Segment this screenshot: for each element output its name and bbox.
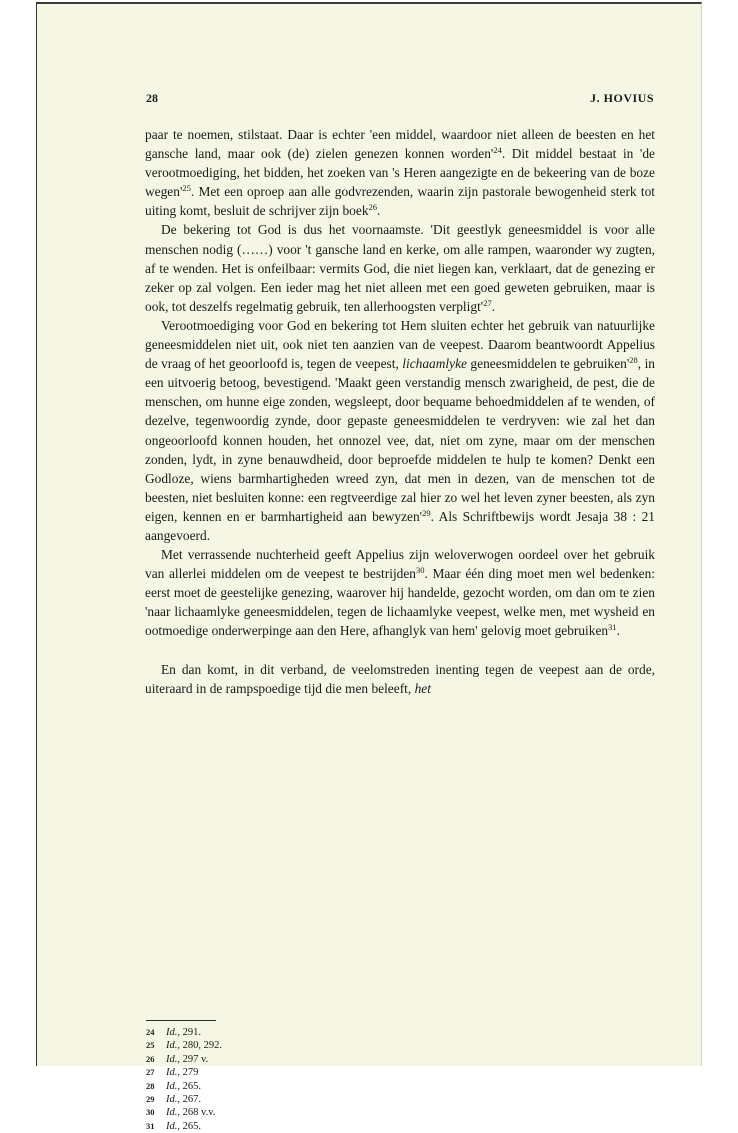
- footnote-number: 28: [146, 1080, 155, 1091]
- footnote-number: 26: [146, 1053, 155, 1064]
- text-run: De bekering tot God is dus het voornaamste. 'Dit geestlyk geneesmiddel is voor alle menschen nodig (……) voor 't gansche land en kerke, om alle rampen, waaronder wy zugten, af te wenden. Het is onfeilbaar: vermits God, die niet liegen kan, verklaart, dat de genezing er zeker op zal volgen. Een ieder mag het niet alleen met een goed geweten gebruiken, maar is ook, tot deszelfs regelmatig gebruik, ten allerhoogsten verpligt': [145, 222, 655, 314]
- footnote-ref-id: Id.,: [166, 1107, 180, 1119]
- text-run: Met verrassende nuchterheid geeft Appelius zijn weloverwogen oordeel over het gebruik van allerlei middelen om de veepest te bestrijden: [145, 547, 655, 582]
- footnote-number: 30: [146, 1107, 155, 1118]
- text-run: paar te noemen, stilstaat. Daar is echter 'een middel, waardoor niet alleen de beesten en het gansche land, maar ook (de) zielen genezen konnen worden': [145, 127, 655, 162]
- footnote-number: 27: [146, 1067, 155, 1078]
- footnote-ref: 31: [608, 622, 617, 633]
- footnote-number: 25: [146, 1040, 155, 1051]
- text-run: geneesmiddelen te gebruiken': [466, 356, 630, 372]
- footnote-ref: 24: [493, 145, 502, 156]
- footnote-ref-id: Id.,: [166, 1040, 180, 1052]
- footnote: [146, 1053, 446, 1066]
- footnote-ref: 26: [368, 202, 378, 213]
- footnotes: [146, 1026, 446, 1133]
- footnote-divider: [146, 1020, 216, 1021]
- footnote-ref: 29: [422, 507, 431, 518]
- footnote: [146, 1066, 446, 1079]
- footnote: [146, 1120, 446, 1133]
- text-run: . Dit middel bestaat in 'de verootmoediging, het bidden, het zoeken van 's Heren aangezigte en de bekeering van de boze wegen': [145, 146, 655, 200]
- paragraph-5: [145, 660, 655, 698]
- footnote: [146, 1026, 446, 1039]
- paragraph-2: [145, 220, 655, 315]
- body-text: [145, 125, 655, 698]
- footnote-text: 265.: [182, 1080, 201, 1092]
- text-run: . Met een oproep aan alle godvrezenden, waarin zijn pastorale bewogenheid sterk tot uiting komt, besluit de schrijver zijn boek: [145, 184, 655, 219]
- footnote-ref-id: Id.,: [166, 1067, 180, 1079]
- footnote: [146, 1080, 446, 1093]
- footnote-number: 24: [146, 1027, 155, 1037]
- footnote-ref: 30: [416, 565, 425, 576]
- text-run: .: [616, 623, 620, 639]
- footnote-ref-id: Id.,: [166, 1094, 180, 1106]
- footnote-ref-id: Id.,: [166, 1027, 180, 1038]
- page-number: 28: [146, 91, 158, 105]
- footnote: [146, 1106, 446, 1119]
- paragraph-4: [145, 545, 655, 640]
- footnote-ref-id: Id.,: [166, 1080, 180, 1092]
- text-run: . Maar één ding moet men wel bedenken: eerst moet de geestelijke genezing, waarover hij handelde, gezocht worden, om dan om te zien 'naar lichaamlyke geneesmiddelen, tegen de lichaamlyke veepest, welke men, met wysheid en ootmoedige onderwerpinge aan den Here, afhanglyk van hem' gelovig moet gebruiken: [145, 566, 655, 639]
- paragraph-1: [145, 125, 655, 220]
- footnote-ref: 27: [483, 297, 492, 308]
- footnote: [146, 1039, 446, 1052]
- footnote-ref: 28: [629, 355, 638, 366]
- emphasis: lichaamlyke: [402, 356, 467, 372]
- footnote-ref-id: Id.,: [166, 1053, 180, 1065]
- footnote-text: 267.: [182, 1094, 201, 1106]
- emphasis: het: [414, 680, 431, 696]
- running-author: J. HOVIUS: [590, 91, 654, 105]
- footnote-text: 265.: [182, 1120, 201, 1132]
- text-run: Verootmoediging voor God en bekering tot Hem sluiten echter het gebruik van natuurlijke geneesmiddelen niet uit, ook niet ten aanzien van de veepest. Daarom beantwoordt Appelius de vraag of het geoorloofd is, tegen de veepest,: [145, 317, 655, 372]
- footnote-text: 268 v.v.: [182, 1107, 216, 1119]
- text-run: . Als Schriftbewijs wordt Jesaja 38 : 21 aangevoerd.: [145, 508, 656, 543]
- footnote-ref-id: Id.,: [166, 1120, 180, 1132]
- footnote-text: 280, 292.: [182, 1040, 222, 1052]
- text-run: .: [377, 203, 381, 219]
- text-run: , in een uitvoerig betoog, bevestigend. 'Maakt geen verstandig mensch zwarigheid, de pest, die de menschen, om hunne eige zonden, wegsleept, door bequame behoedmiddelen af te wenden, of dezelve, tegenwoordig zynde, door gepaste geneesmiddelen te verdryven: wie zal het dan ongeoorloofd konnen houden, het onnozel vee, dat, niet om zyne, maar om der menschen zonden, lydt, in zyne benauwdheid, door beproefde middelen te hulp te komen? Denkt een Godloze, wiens barmhartigheden wreed zyn, dat men in dezen, van de menschen tot de beesten, niet besluiten konne: een regtveerdige zal hier zo wel het leven zyner beesten, als zyn eigen, kennen en er barmhartigheid aan bewyzen': [145, 356, 655, 524]
- text-run: .: [491, 298, 496, 314]
- footnote: [146, 1093, 446, 1106]
- footnote-ref: 25: [182, 183, 191, 194]
- paragraph-3: [145, 316, 655, 545]
- text-run: En dan komt, in dit verband, de veelomstreden inenting tegen de veepest aan de orde, uiteraard in de rampspoedige tijd die men beleeft,: [145, 661, 655, 696]
- footnote-text: 279: [182, 1067, 199, 1079]
- footnote-text: 297 v.: [182, 1053, 209, 1065]
- footnote-number: 29: [146, 1094, 155, 1105]
- footnote-number: 31: [146, 1120, 155, 1131]
- footnote-text: 291.: [182, 1027, 201, 1038]
